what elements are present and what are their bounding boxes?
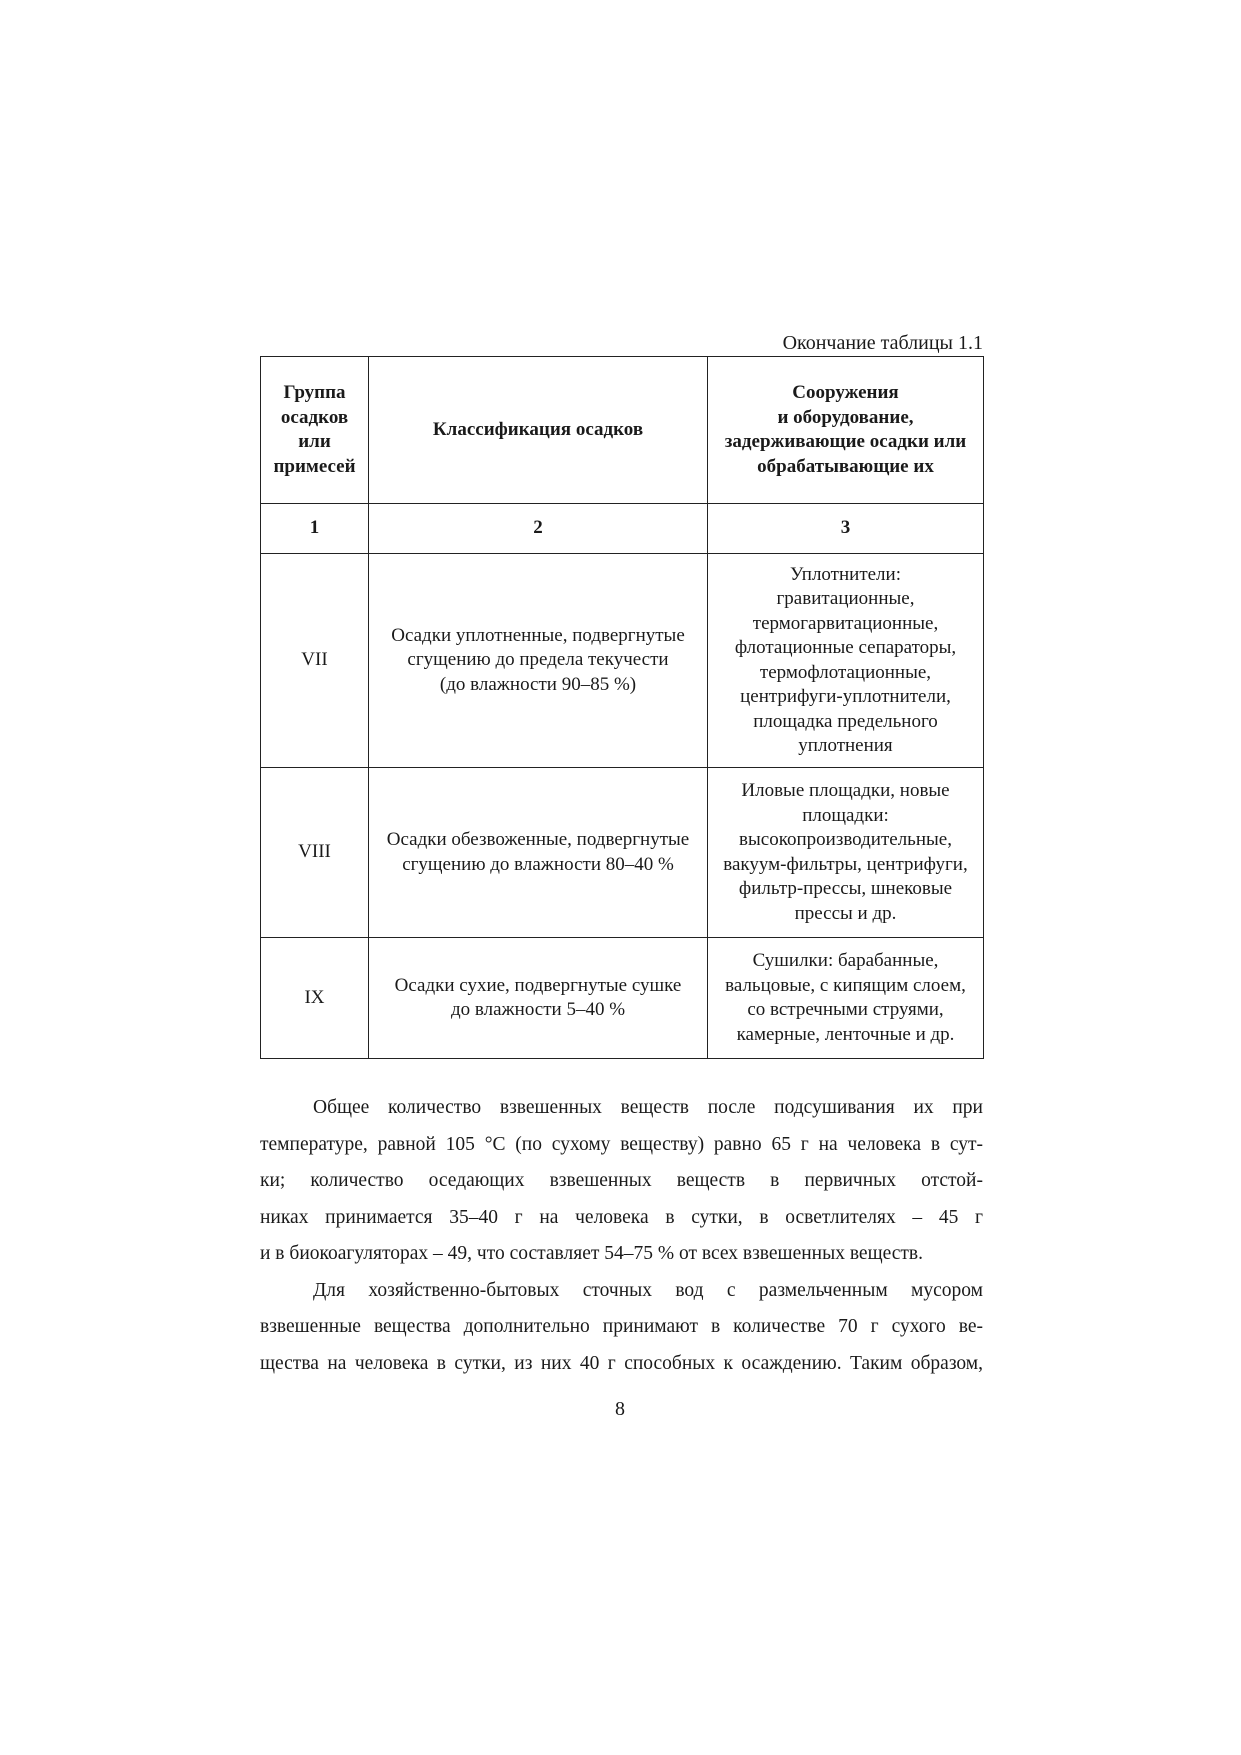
- classification-cell: Осадки уплотненные, подвергнутые сгущению до предела текучести (до влажности 90–85 %): [369, 554, 708, 768]
- column-number-row: [261, 504, 984, 554]
- page-number: 8: [615, 1398, 625, 1420]
- equipment-cell: Сушилки: барабанные, вальцовые, с кипящим слоем, со встречными струями, камерные, ленточные и др.: [708, 938, 984, 1059]
- group-cell: VII: [261, 554, 369, 768]
- column-number: 1: [261, 504, 369, 554]
- table-caption: Окончание таблицы 1.1: [782, 332, 983, 354]
- table-row: [261, 554, 984, 768]
- group-cell: IX: [261, 938, 369, 1059]
- header-equipment: Сооружения и оборудование, задерживающие осадки или обрабатывающие их: [708, 357, 984, 504]
- classification-cell: Осадки сухие, подвергнутые сушке до влажности 5–40 %: [369, 938, 708, 1059]
- column-number: 2: [369, 504, 708, 554]
- classification-cell: Осадки обезвоженные, подвергнутые сгущению до влажности 80–40 %: [369, 768, 708, 938]
- header-classification: Классификация осадков: [369, 357, 708, 504]
- group-cell: VIII: [261, 768, 369, 938]
- column-number: 3: [708, 504, 984, 554]
- table-row: [261, 768, 984, 938]
- body-text: [260, 1090, 983, 1382]
- table-row: [261, 938, 984, 1059]
- equipment-cell: Иловые площадки, новые площадки: высокопроизводительные, вакуум-фильтры, центрифуги, фильтр-прессы, шнековые прессы и др.: [708, 768, 984, 938]
- paragraph: Для хозяйственно-бытовых сточных вод с размельченным мусором взвешенные вещества дополнительно принимают в количестве 70 г сухого ве- щества на человека в сутки, из них 40 г способных к осаждению. Таким образом,: [260, 1279, 983, 1374]
- paragraph: Общее количество взвешенных веществ после подсушивания их при температуре, равной 105 °С (по сухому веществу) равно 65 г на человека в сут- ки; количество оседающих взвешенных веществ в первичных отстой- никах принимается 35–40 г на человека в сутки, в осветлителях – 45 г и в биокоагуляторах – 49, что составляет 54–75 % от всех взвешенных веществ.: [260, 1097, 983, 1264]
- header-group: Группа осадков или примесей: [261, 357, 369, 504]
- classification-table: [260, 356, 984, 1059]
- equipment-cell: Уплотнители: гравитационные, термогарвитационные, флотационные сепараторы, термофлотационные, центрифуги-уплотнители, площадка предельного уплотнения: [708, 554, 984, 768]
- table-header-row: [261, 357, 984, 504]
